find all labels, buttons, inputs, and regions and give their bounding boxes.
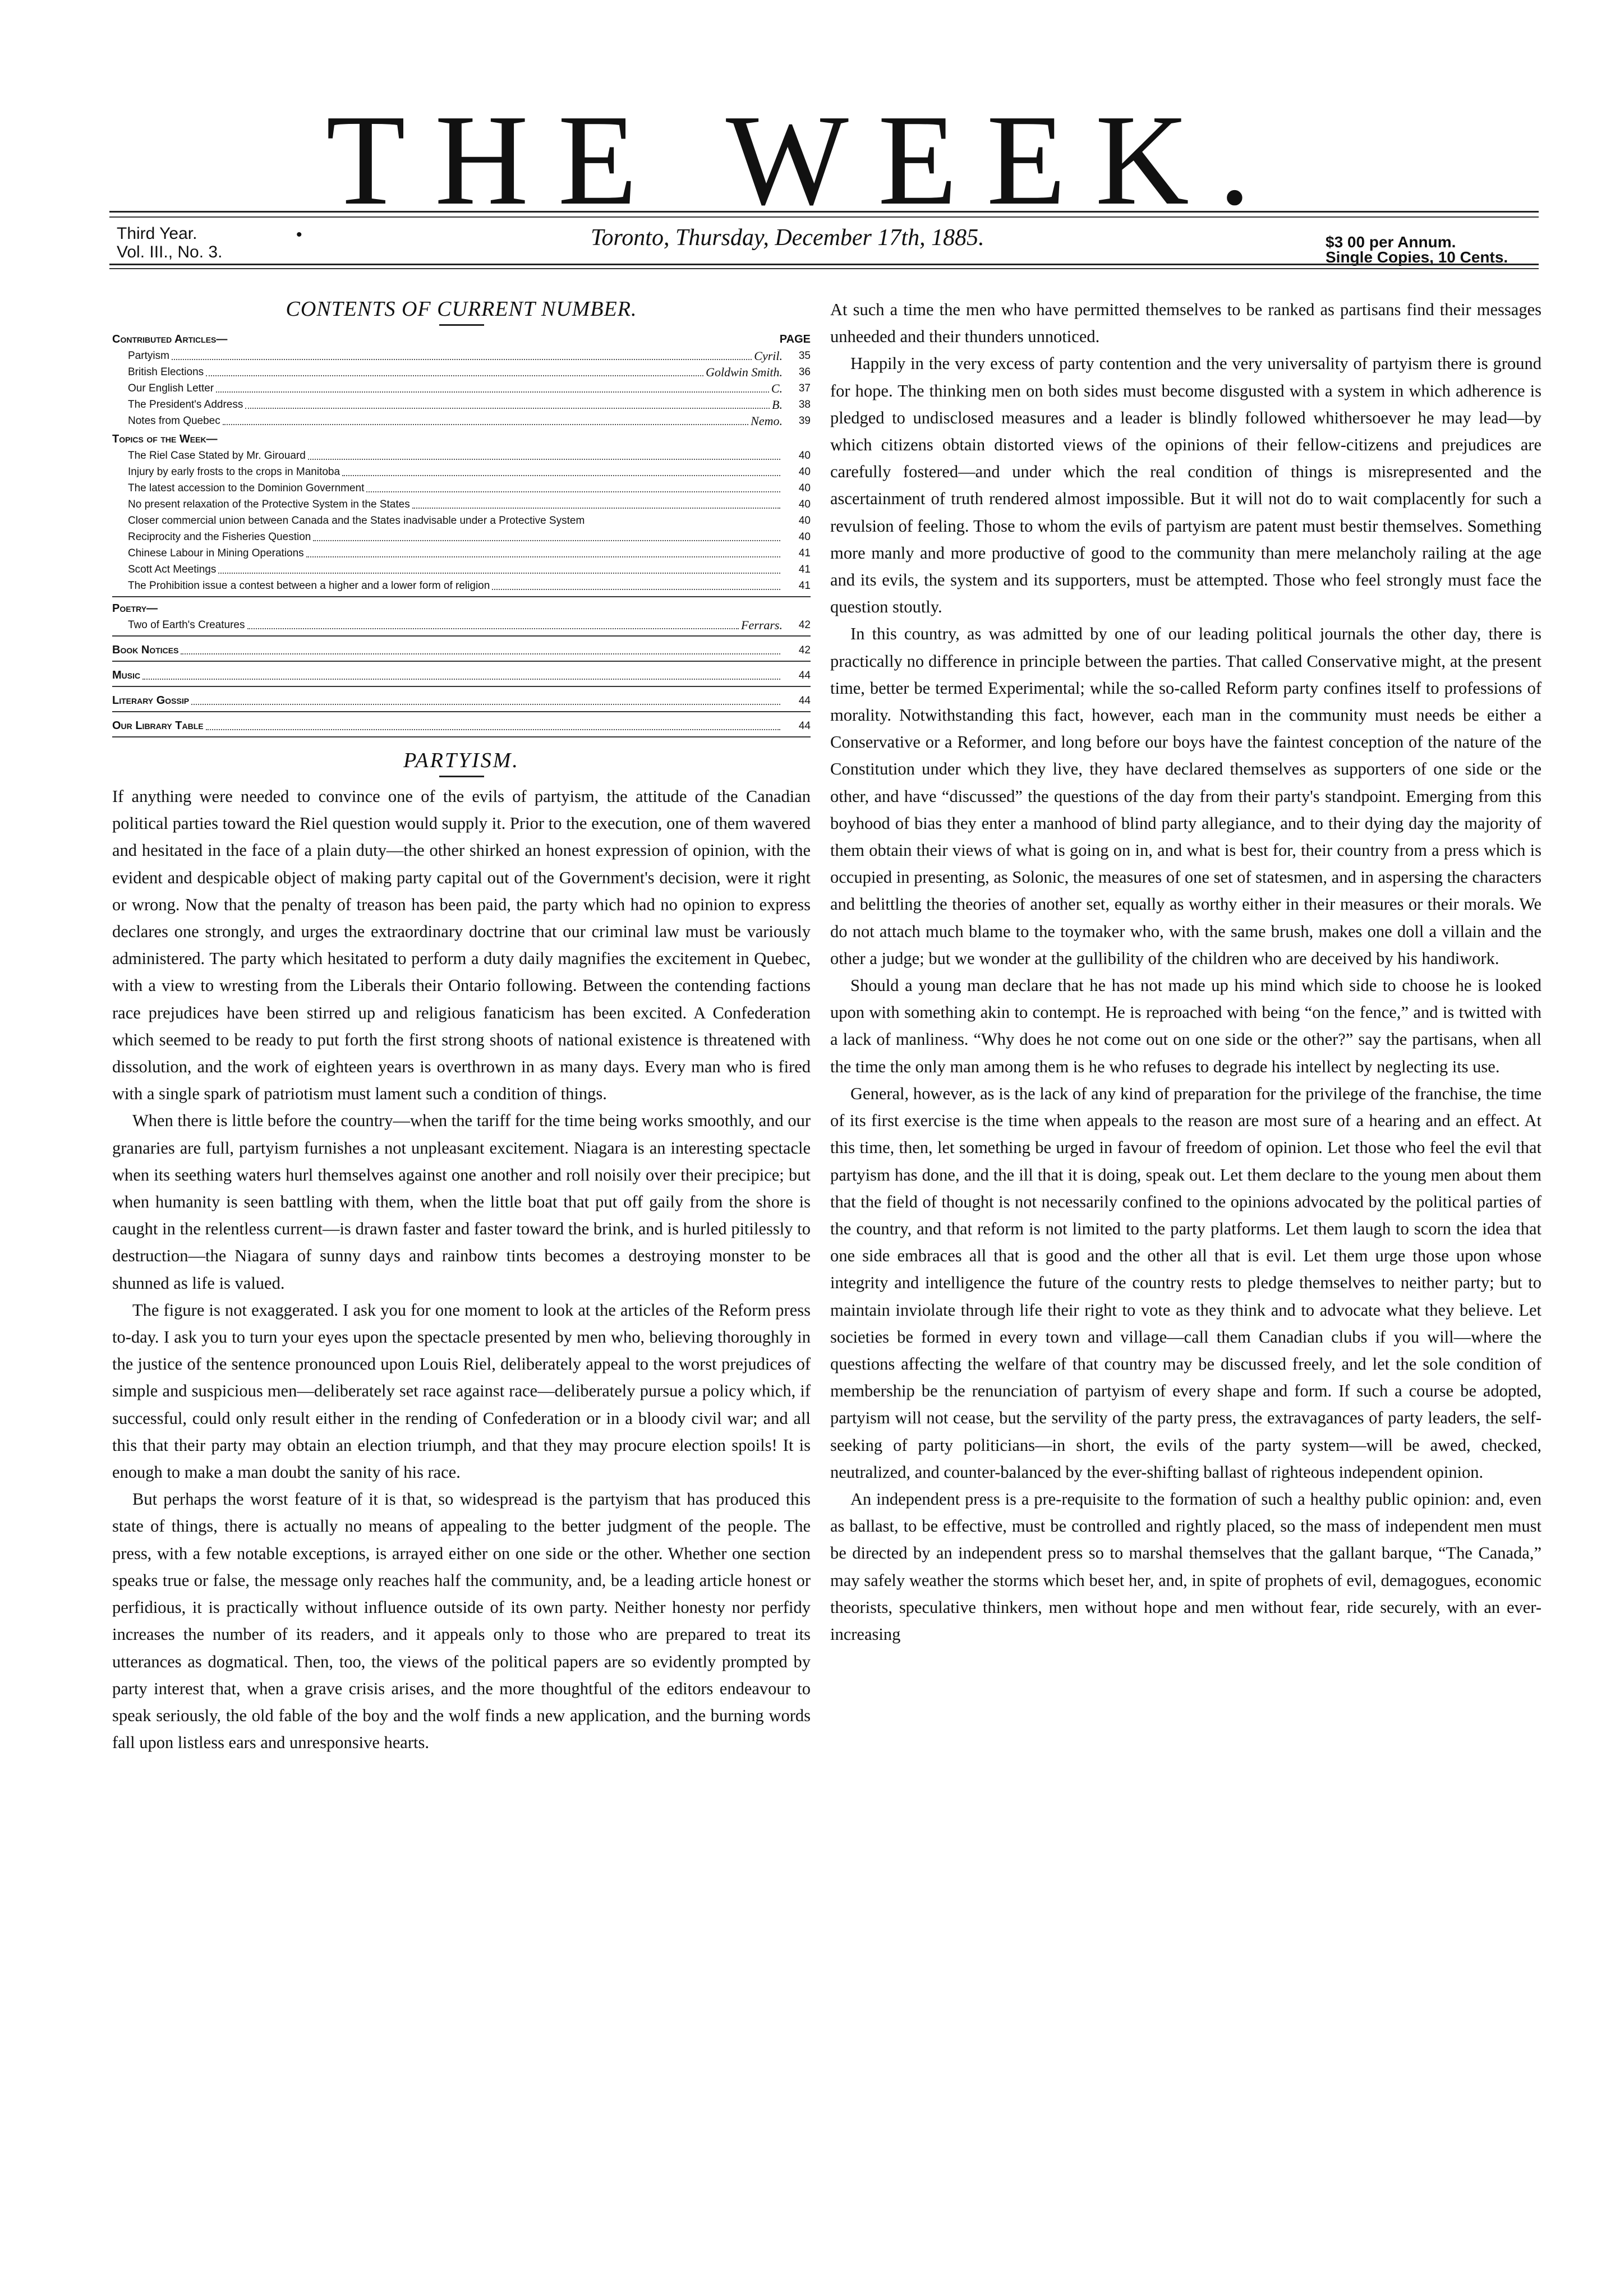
toc-entry[interactable]	[112, 529, 811, 545]
toc-entry-page: 40	[798, 466, 811, 478]
toc-leader	[306, 556, 780, 557]
toc-page-heading: PAGE	[779, 333, 811, 345]
toc-entry-page: 41	[798, 564, 811, 575]
toc-entry[interactable]	[112, 364, 811, 380]
article-paragraph: General, however, as is the lack of any kind of preparation for the privilege of the franchise, the time of its first exercise is the time when appeals to the reason are most sure of a hearing and an effect. At this time, then, let something be urged in favour of freedom of opinion. Let those who feel the evil that partyism has done, and the ill that it is doing, speak out. Let them declare to the young men about them that the field of thought is not necessarily confined to the opinions advocated by the political parties of the country, and that reform is not limited to the party platforms. Let them laugh to scorn the idea that one side embraces all that is good and the other all that is evil. Let them urge those upon whose integrity and intelligence the future of the country rests to pledge themselves to neither party; but to maintain inviolate through life their right to vote as they think and to advocate what they believe. Let societies be formed in every town and village—call them Canadian clubs if you will—where the questions affecting the welfare of that country may be discussed freely, and let the sole condition of membership be the renunciation of partyism of every shape and form. If such a course be adopted, partyism will not cease, but the servility of the party press, the extravagances of party leaders, the self-seeking of party politicians—in short, the evils of the party system—will be awed, checked, neutralized, and counter-balanced by the ever-shifting ballast of righteous independent opinion.	[830, 1084, 1541, 1482]
issue-volume-number: Vol. III., No. 3.	[117, 243, 223, 261]
toc-entry-page: 38	[798, 399, 811, 411]
toc-leader	[181, 653, 780, 654]
toc-entry-page: 40	[798, 531, 811, 543]
toc-leader	[191, 704, 780, 705]
toc-leader	[223, 424, 748, 425]
toc-entry-page: 35	[798, 350, 811, 362]
toc-entry-page: 40	[798, 515, 811, 527]
toc-entry[interactable]	[112, 513, 811, 529]
toc-entry-author: Cyril.	[754, 349, 783, 363]
toc-entry-page: 40	[798, 450, 811, 462]
toc-entry-title: No present relaxation of the Protective System in the States	[128, 499, 410, 510]
toc-entry-title: Our English Letter	[128, 382, 214, 394]
toc-entry[interactable]	[112, 665, 811, 684]
article-paragraph: At such a time the men who have permitted themselves to be ranked as partisans find their messages unheeded and their thunders unnoticed.	[830, 300, 1541, 347]
toc-entry-title: Music	[112, 669, 141, 681]
toc-entry-title: The Riel Case Stated by Mr. Girouard	[128, 450, 306, 462]
left-column	[112, 296, 811, 1756]
price-per-annum: $3 00 per Annum.	[1326, 233, 1456, 251]
contents-title: CONTENTS OF CURRENT NUMBER.	[286, 297, 637, 321]
toc-leader	[216, 391, 769, 393]
toc-entry-author: B.	[772, 398, 783, 412]
article-title: PARTYISM.	[403, 749, 519, 772]
toc-entry[interactable]	[112, 690, 811, 709]
toc-entry-title: Notes from Quebec	[128, 415, 220, 427]
article-title-rule	[439, 776, 484, 777]
article-paragraph: The figure is not exaggerated. I ask you for one moment to look at the articles of the Reform press to-day. I ask you to turn your eyes upon the spectacle presented by men who, believing thoroughly in the justice of the sentence pronounced upon Louis Riel, deliberately appeal to the worst prejudices of simple and suspicious men—deliberately set race against race—deliberately pursue a policy which, if successful, could only result either in the rending of Confederation or in a bloody civil war; and all this that their party may obtain an election triumph, and that they may procure election spoils! It is enough to make a man doubt the sanity of his race.	[112, 1300, 811, 1482]
toc-entry-title: British Elections	[128, 366, 204, 378]
issue-header	[117, 224, 1533, 275]
toc-leader	[172, 359, 752, 360]
toc-entry[interactable]	[112, 561, 811, 578]
toc-entry-author: Ferrars.	[741, 618, 783, 632]
toc-entry[interactable]	[112, 448, 811, 464]
article-paragraph: But perhaps the worst feature of it is that, so widespread is the partyism that has produced this state of things, there is actually no means of appealing to the better judgment of the people. The press, with a few notable exceptions, is arrayed either on one side or the other. Whether one section speaks true or false, the message only reaches half the community, and, be a leading article honest or perfidious, it is practically without influence outside of its own party. Neither honesty nor perfidy increases the number of its readers, and it appeals only to those who are prepared to treat its utterances as dogmatical. Then, too, the views of the political papers are so evidently prompted by party interest that, when a grave crisis arises, and the more thoughtful of the editors endeavour to speak seriously, the old fable of the boy and the wolf finds a new application, and the burning words fall upon listless ears and unresponsive hearts.	[112, 1490, 811, 1753]
toc-entry-title: Closer commercial union between Canada and the States inadvisable under a Protective System	[128, 515, 585, 527]
header-rule-bottom-thin	[109, 268, 1539, 269]
toc-entry-page: 41	[798, 580, 811, 592]
issue-year: Third Year.	[117, 224, 197, 243]
toc-entry-title: The latest accession to the Dominion Government	[128, 482, 365, 494]
toc-entry-title: Two of Earth's Creatures	[128, 619, 245, 631]
toc-entry-page: 44	[798, 670, 811, 681]
toc-leader	[366, 491, 780, 492]
toc-section-poetry	[112, 601, 811, 617]
toc-entry[interactable]	[112, 578, 811, 594]
toc-entry-title: Our Library Table	[112, 720, 204, 732]
toc-entry[interactable]	[112, 413, 811, 429]
toc-leader	[412, 508, 780, 509]
header-rule-bottom	[109, 264, 1539, 265]
toc-entry-title: Book Notices	[112, 644, 179, 656]
toc-section-contributed	[112, 331, 811, 348]
issue-volume	[117, 224, 222, 261]
toc-entry-author: Nemo.	[751, 414, 783, 428]
toc-entry-title: Scott Act Meetings	[128, 564, 217, 575]
toc-entry-page: 41	[798, 547, 811, 559]
article-paragraph: When there is little before the country—when the tariff for the time being works smoothly, and our granaries are full, partyism furnishes a not unpleasant excitement. Niagara is an interesting spectacle when its seething waters hurl themselves against one another and roll noisily over their precipice; but when humanity is seen battling with them, when the little boat that put off gaily from the shore is caught in the relentless current—is drawn faster and faster toward the brink, and is hurled pitilessly to destruction—the Niagara of sunny days and rainbow tints becomes a destroying monster to be shunned as life is valued.	[112, 1111, 811, 1293]
toc-entry[interactable]	[112, 480, 811, 496]
article-paragraph: An independent press is a pre-requisite to the formation of such a healthy public opinion: and, even as ballast, to be effective, must be controlled and rightly placed, so the mass of independent men must be directed by an independent press so to marshal themselves that the gallant barque, “The Canada,” may safely weather the storms which beset her, and, in spite of prophets of evil, demagogues, economic theorists, speculative thinkers, men without hope and men without fear, ride securely, with an ever-increasing	[830, 1489, 1541, 1644]
toc-entry[interactable]	[112, 716, 811, 734]
article-body-right	[830, 296, 1541, 1648]
toc-entry-title: Reciprocity and the Fisheries Question	[128, 531, 311, 543]
toc-entry-author: Goldwin Smith.	[706, 365, 783, 379]
masthead-rule-second	[109, 216, 1539, 218]
toc-entry-page: 44	[798, 720, 811, 732]
masthead-title: THE WEEK.	[326, 88, 1280, 232]
toc-leader	[206, 729, 780, 730]
toc-entry-title: The Prohibition issue a contest between a higher and a lower form of religion	[128, 580, 490, 592]
toc-entry[interactable]	[112, 640, 811, 658]
toc-section-topics	[112, 431, 811, 448]
toc-entry-page: 44	[798, 695, 811, 707]
toc-leader	[313, 540, 780, 541]
toc-entry-title: The President's Address	[128, 399, 243, 411]
toc-leader	[247, 628, 739, 629]
toc-entry-page: 40	[798, 499, 811, 510]
toc-divider	[112, 736, 811, 737]
toc-divider	[112, 661, 811, 662]
toc-divider	[112, 635, 811, 637]
toc-divider	[112, 686, 811, 687]
toc-entry[interactable]	[112, 380, 811, 397]
toc-entry-page: 36	[798, 366, 811, 378]
toc-divider	[112, 711, 811, 712]
toc-entry[interactable]	[112, 617, 811, 633]
toc-leader	[245, 408, 770, 409]
toc-entry-page: 37	[798, 382, 811, 394]
toc-section-heading: Contributed Articles—	[112, 333, 228, 345]
price-single-copy: Single Copies, 10 Cents.	[1326, 248, 1508, 266]
toc-entry[interactable]	[112, 464, 811, 480]
toc-entry-title: Partyism	[128, 350, 169, 362]
article-paragraph: In this country, as was admitted by one of our leading political journals the other day, there is practically no difference in principle between the parties. That called Conservative might, at the present time, better be termed Experimental; while the so-called Reform party confines itself to professions of morality. Notwithstanding this fact, however, each man in the community must needs be either a Conservative or a Reformer, and long before our boys have the faintest conception of the nature of the Constitution under which they live, they have declared themselves as supporters of one side or the other, and have “discussed” the questions of the day from their party's standpoint. Emerging from this boyhood of bias they enter a manhood of blind party allegiance, and to their dying day the majority of them obtain their views of what is going on in, and what is best for, their country from a press which is occupied in presenting, as Solonic, the measures of one set of statesmen, and in aspersing the characters and belittling the theories of another set, equally as worthy either in their measures or their morals. We do not attach much blame to the toymaker who, with the same brush, makes one doll a villain and the other a judge; but we wonder at the gullibility of the children who are deceived by his handiwork.	[830, 624, 1541, 968]
toc-section-heading: Poetry—	[112, 602, 158, 615]
toc-leader	[218, 573, 780, 574]
toc-entry-title: Injury by early frosts to the crops in Manitoba	[128, 466, 340, 478]
toc-leader	[492, 589, 780, 590]
toc-entry-page: 39	[798, 415, 811, 427]
toc-leader	[206, 375, 703, 376]
issue-price	[1326, 234, 1533, 265]
issue-dateline: Toronto, Thursday, December 17th, 1885.	[591, 225, 984, 251]
toc-entry-author: C.	[771, 381, 783, 395]
toc-leader	[342, 475, 780, 476]
right-column	[830, 296, 1541, 1648]
toc-entry-title: Chinese Labour in Mining Operations	[128, 547, 304, 559]
article-paragraph: Happily in the very excess of party contention and the very universality of partyism there is ground for hope. The thinking men on both sides must become disgusted with a system in which adherence is pledged to undisclosed measures and a leader is blindly followed whithersoever he may lead—by which citizens obtain distorted views of the opinions of their fellow-citizens and prejudices are carefully fostered—and under which the real condition of things is misrepresented and the ascertainment of truth rendered almost impossible. But it will not do to wait complacently for such a revulsion of feeling. Those to whom the evils of partyism are patent must bestir themselves. Something more manly and more productive of good to the community than mere melancholy railing at the age and its evils, the system and its supporters, must be attempted. Those who feel strongly must face the question stoutly.	[830, 354, 1541, 617]
toc-entry[interactable]	[112, 496, 811, 513]
table-of-contents	[112, 331, 811, 737]
header-dot: •	[296, 225, 302, 244]
toc-section-heading: Topics of the Week—	[112, 433, 218, 445]
article-paragraph: If anything were needed to convince one of the evils of partyism, the attitude of the Canadian political parties toward the Riel question would supply it. Prior to the execution, one of them wavered and hesitated in the face of a plain duty—the other shirked an honest expression of opinion, with the evident and despicable object of making party capital out of the Government's decision, were it right or wrong. Now that the penalty of treason has been paid, the party which had no opinion to express declares one strongly, and urges the extraordinary doctrine that our criminal law must be variously administered. The party which hesitated to perform a duty daily magnifies the excitement in Quebec, with a view to wresting from the Liberals their Ontario following. Between the contending factions race prejudices have been stirred up and religious fanaticism has been excited. A Confederation which seemed to be ready to put forth the first strong shoots of national existence is threatened with dissolution, and the work of eighteen years is overthrown in as many days. Every man who is fired with a single spark of patriotism must lament such a condition of things.	[112, 787, 811, 1104]
article-body-left	[112, 783, 811, 1756]
masthead-rule-top	[109, 211, 1539, 213]
contents-title-rule	[439, 324, 484, 326]
toc-divider	[112, 596, 811, 597]
toc-leader	[142, 679, 780, 680]
toc-entry[interactable]	[112, 397, 811, 413]
article-paragraph: Should a young man declare that he has not made up his mind which side to choose he is looked upon with something akin to contempt. He is reproached with being “on the fence,” and is twitted with a lack of manliness. “Why does he not come out on one side or the other?” say the partisans, when all the time the only man among them is he who refuses to degrade his intellect by neglecting its use.	[830, 976, 1541, 1076]
toc-leader	[308, 459, 780, 460]
toc-entry-page: 42	[798, 644, 811, 656]
toc-entry[interactable]	[112, 348, 811, 364]
toc-entry[interactable]	[112, 545, 811, 561]
toc-entry-page: 40	[798, 482, 811, 494]
toc-entry-title: Literary Gossip	[112, 694, 190, 707]
toc-entry-page: 42	[798, 619, 811, 631]
